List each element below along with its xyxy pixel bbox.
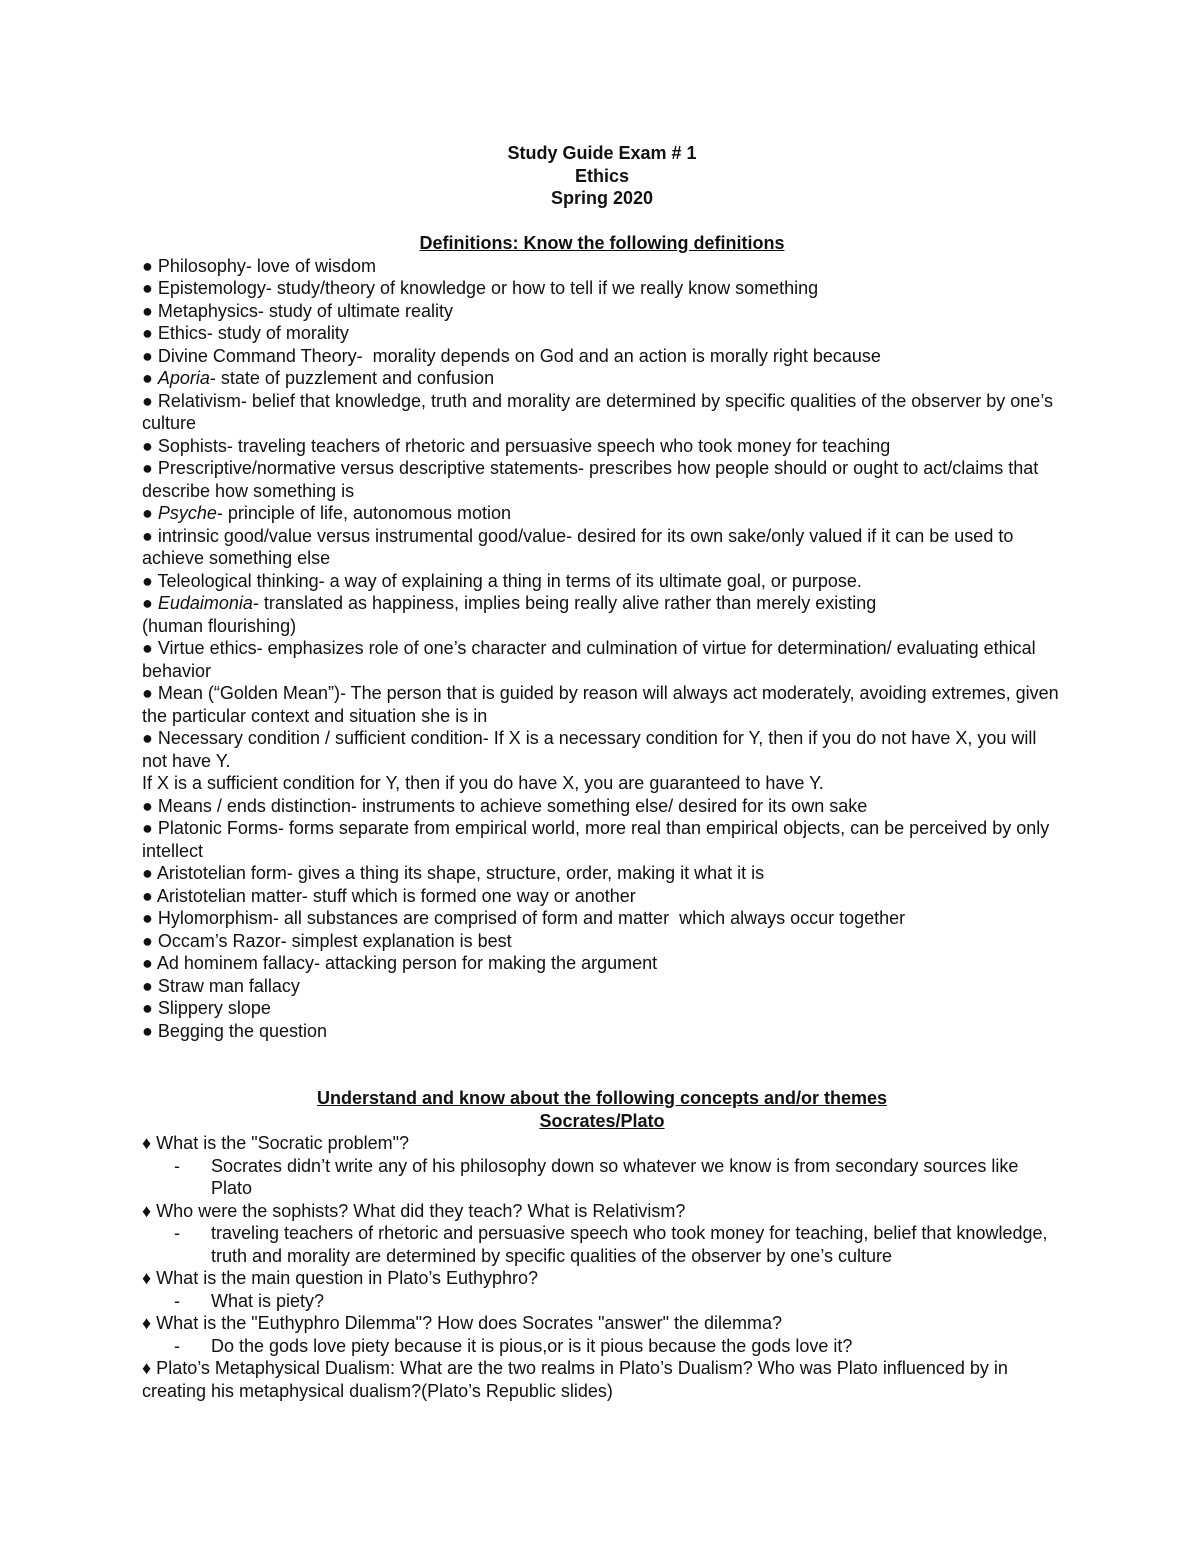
spacer	[142, 210, 1062, 233]
answer-item	[142, 1155, 1062, 1200]
term-label: Spring 2020	[550, 188, 654, 208]
definitions-heading: Definitions: Know the following definitions	[419, 233, 785, 253]
course-name: Ethics	[574, 165, 630, 186]
definition-item: ● Occam’s Razor- simplest explanation is best	[142, 930, 512, 951]
definition-item: ● Divine Command Theory- morality depends on God and an action is morally right because	[142, 345, 881, 366]
definition-item: ● Ethics- study of morality	[142, 323, 349, 343]
question-item: ♦ Plato’s Metaphysical Dualism: What are the two realms in Plato’s Dualism? Who was Plato influenced by in creating his metaphysical dualism?(Plato’s Republic slides)	[142, 1358, 1013, 1401]
definition-item: ● Ad hominem fallacy- attacking person for making the argument	[142, 953, 658, 973]
definition-item: ● intrinsic good/value versus instrumental good/value- desired for its own sake/only valued if it can be used to achieve something else	[142, 525, 1019, 568]
document-title: Study Guide Exam # 1	[507, 143, 697, 163]
question-item: ♦ Who were the sophists? What did they teach? What is Relativism?	[142, 1200, 686, 1221]
dash-icon: -	[174, 1290, 180, 1311]
definition-text: - principle of life, autonomous motion	[216, 503, 512, 523]
document-page	[142, 142, 1062, 1402]
concepts-heading: Understand and know about the following concepts and/or themes	[316, 1088, 888, 1108]
definition-term: Psyche	[157, 503, 217, 523]
definition-item: ● Aristotelian form- gives a thing its shape, structure, order, making it what it is	[142, 863, 765, 883]
answer-item	[142, 1335, 1062, 1358]
definition-item: ● Prescriptive/normative versus descriptive statements- prescribes how people should or ought to act/claims that describe how something is	[142, 458, 1044, 501]
question-item: ♦ What is the main question in Plato’s Euthyphro?	[142, 1268, 539, 1288]
dash-icon: -	[174, 1335, 180, 1356]
definition-item	[142, 502, 1062, 525]
definition-item: ● Relativism- belief that knowledge, truth and morality are determined by specific qualities of the observer by one’s culture	[142, 390, 1059, 433]
concepts-list	[142, 1132, 1062, 1402]
answer-text: What is piety?	[211, 1290, 325, 1311]
definition-term: Aporia	[157, 368, 210, 388]
definition-text: - translated as happiness, implies being really alive rather than merely existing (human flourishing)	[142, 593, 877, 636]
definition-item: ● Aristotelian matter- stuff which is formed one way or another	[142, 885, 636, 906]
dash-icon: -	[174, 1223, 180, 1243]
definitions-list	[142, 255, 1062, 1043]
bullet-icon: ●	[142, 368, 158, 388]
definition-item: ● Necessary condition / sufficient condition- If X is a necessary condition for Y, then if you do not have X, you will not have Y. If X is a sufficient condition for Y, then if you do have X, you are guaranteed to have Y.	[142, 728, 1037, 793]
definition-item: ● Straw man fallacy	[142, 975, 300, 996]
definition-item	[142, 592, 1062, 637]
definition-item: ● Mean (“Golden Mean”)- The person that is guided by reason will always act moderately, avoiding extremes, given the particular context and situation she is in	[142, 683, 1064, 726]
definition-text: - state of puzzlement and confusion	[209, 368, 495, 388]
answer-text: Do the gods love piety because it is pious,or is it pious because the gods love it?	[211, 1335, 853, 1356]
dash-icon: -	[174, 1155, 180, 1176]
definition-item: ● Means / ends distinction- instruments to achieve something else/ desired for its own sake	[142, 795, 868, 816]
bullet-icon: ●	[142, 503, 158, 523]
definition-item: ● Teleological thinking- a way of explaining a thing in terms of its ultimate goal, or purpose.	[142, 570, 862, 591]
definition-item: ● Slippery slope	[142, 998, 271, 1018]
title-block	[142, 142, 1062, 210]
bullet-icon: ●	[142, 593, 158, 613]
definition-item: ● Begging the question	[142, 1020, 328, 1041]
question-item: ♦ What is the "Socratic problem"?	[142, 1133, 410, 1153]
definition-item: ● Sophists- traveling teachers of rhetoric and persuasive speech who took money for teaching	[142, 435, 891, 456]
answer-item	[142, 1290, 1062, 1313]
definition-item: ● Hylomorphism- all substances are comprised of form and matter which always occur together	[142, 908, 906, 928]
definition-item: ● Virtue ethics- emphasizes role of one’s character and culmination of virtue for determination/ evaluating ethical behavior	[142, 638, 1041, 681]
answer-text: Socrates didn’t write any of his philosophy down so whatever we know is from secondary sources like Plato	[211, 1155, 1019, 1198]
answer-text: traveling teachers of rhetoric and persuasive speech who took money for teaching, belief that knowledge, truth and morality are determined by specific qualities of the observer by one’s culture	[211, 1223, 1048, 1266]
spacer	[142, 1042, 1062, 1087]
answer-item	[142, 1222, 1062, 1267]
definition-item: ● Epistemology- study/theory of knowledge or how to tell if we really know something	[142, 278, 819, 298]
definition-item: ● Philosophy- love of wisdom	[142, 255, 376, 276]
concepts-subheading: Socrates/Plato	[539, 1110, 665, 1131]
question-item: ♦ What is the "Euthyphro Dilemma"? How does Socrates "answer" the dilemma?	[142, 1313, 783, 1333]
definition-term: Eudaimonia	[157, 593, 253, 613]
definition-item: ● Platonic Forms- forms separate from empirical world, more real than empirical objects, can be perceived by only intellect	[142, 818, 1055, 861]
definition-item	[142, 367, 1062, 390]
definition-item: ● Metaphysics- study of ultimate reality	[142, 300, 453, 321]
